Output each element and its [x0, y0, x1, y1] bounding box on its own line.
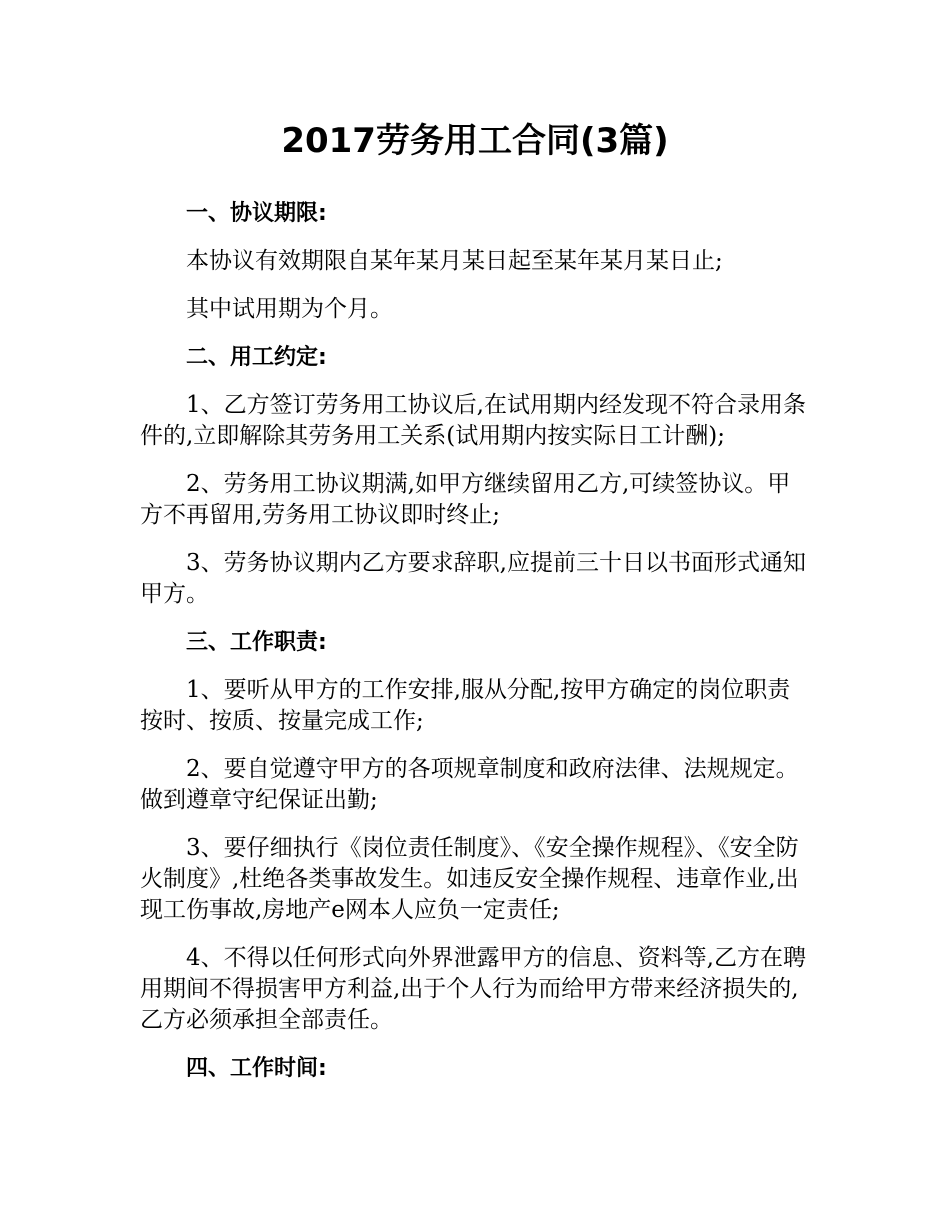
- section-heading-duties: 三、工作职责:: [186, 630, 327, 655]
- paragraph-term-period: 本协议有效期限自某年某月某日起至某年某月某日止;: [186, 248, 723, 274]
- paragraph-duties-2: 2、要自觉遵守甲方的各项规章制度和政府法律、法规规定。做到遵章守纪保证出勤;: [140, 756, 799, 813]
- paragraph-employment-2: 2、劳务用工协议期满,如甲方继续留用乙方,可续签协议。甲方不再留用,劳务用工协议即时终止;: [140, 471, 791, 528]
- paragraph-duties-4: 4、不得以任何形式向外界泄露甲方的信息、资料等,乙方在聘用期间不得损害甲方利益,出于个人行为而给甲方带来经济损失的,乙方必须承担全部责任。: [140, 945, 806, 1033]
- paragraph-employment-3: 3、劳务协议期内乙方要求辞职,应提前三十日以书面形式通知甲方。: [140, 550, 806, 607]
- document-body: [140, 198, 812, 1101]
- section-heading-employment: 二、用工约定:: [186, 345, 327, 370]
- document-title: 2017劳务用工合同(3篇): [281, 121, 669, 161]
- section-heading-term: 一、协议期限:: [186, 201, 327, 226]
- paragraph-duties-1: 1、要听从甲方的工作安排,服从分配,按甲方确定的岗位职责按时、按质、按量完成工作;: [140, 677, 791, 734]
- paragraph-duties-3: 3、要仔细执行《岗位责任制度》、《安全操作规程》、《安全防火制度》,杜绝各类事故发生。如违反安全操作规程、违章作业,出现工伤事故,房地产e网本人应负一定责任;: [140, 835, 799, 923]
- paragraph-employment-1: 1、乙方签订劳务用工协议后,在试用期内经发现不符合录用条件的,立即解除其劳务用工关系(试用期内按实际日工计酬);: [140, 392, 806, 449]
- paragraph-probation: 其中试用期为个月。: [186, 296, 393, 322]
- section-heading-working-hours: 四、工作时间:: [186, 1056, 327, 1081]
